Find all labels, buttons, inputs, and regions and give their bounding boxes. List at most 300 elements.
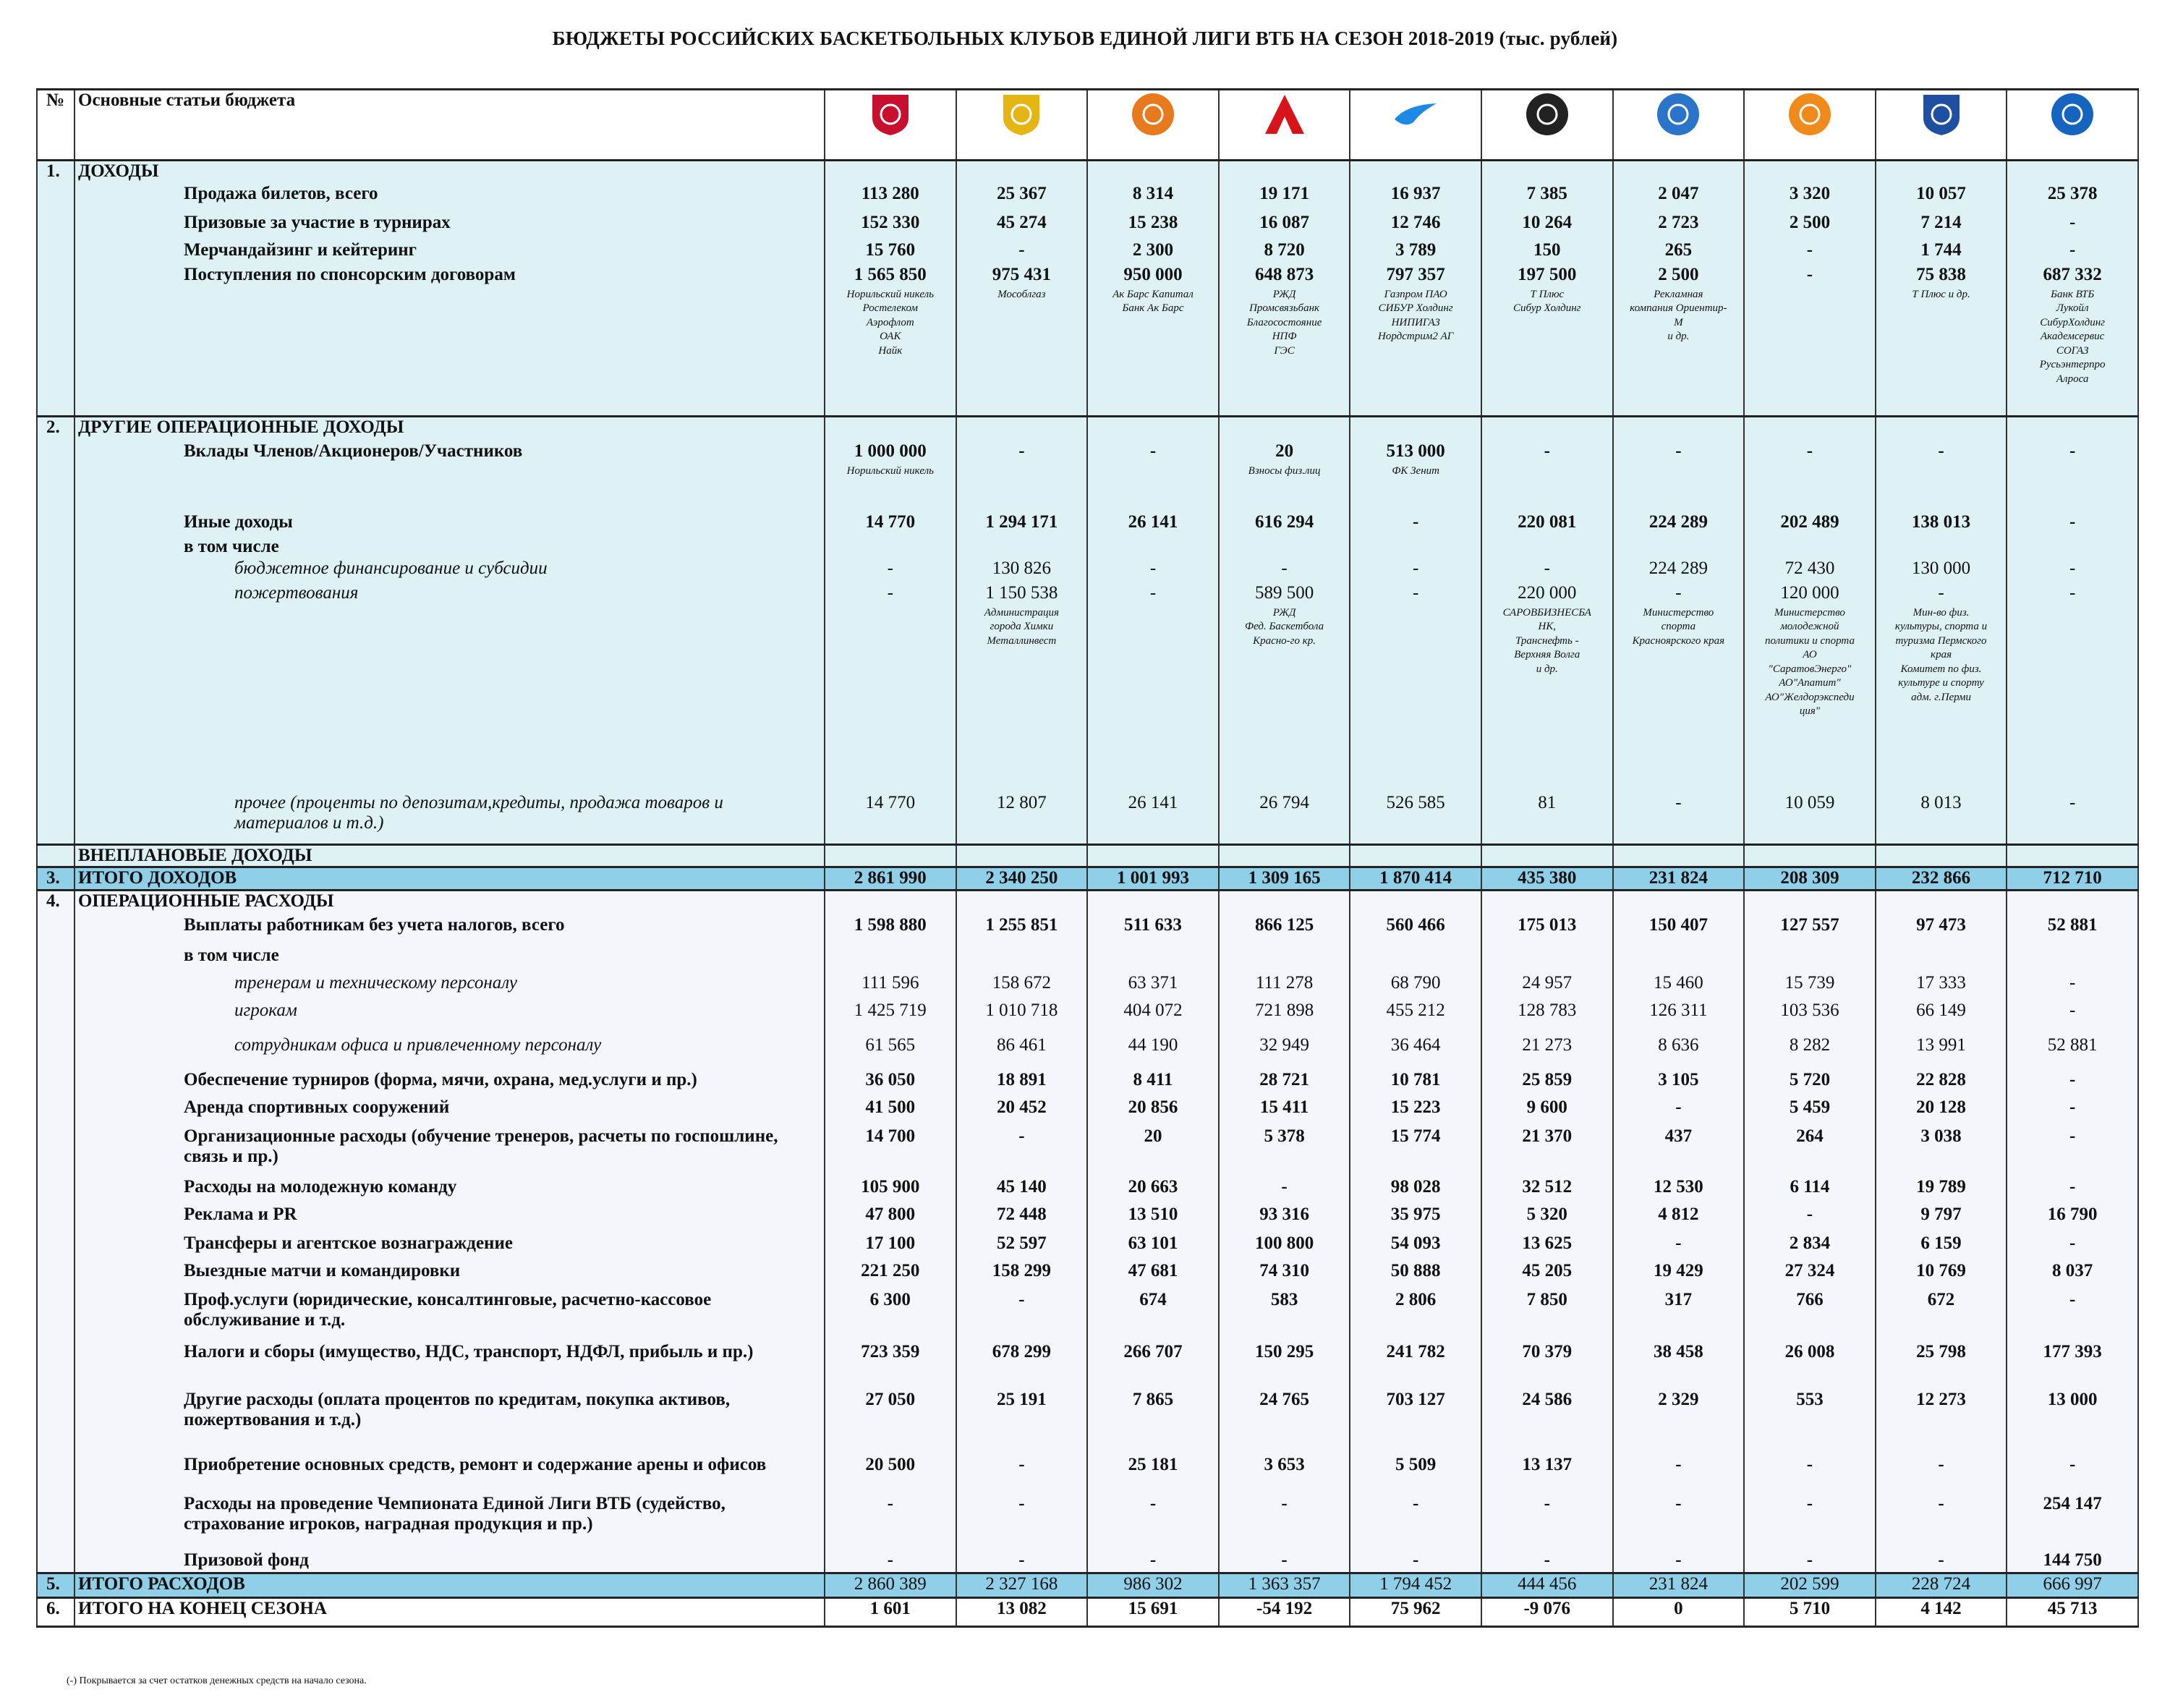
row-label: в том числе bbox=[75, 946, 825, 973]
cell-value: 1 794 452 bbox=[1379, 1574, 1452, 1594]
value-cell bbox=[1481, 1550, 1613, 1573]
cell-value: - bbox=[1149, 1550, 1157, 1570]
value-cell bbox=[1876, 1598, 2007, 1627]
cell-value: 19 789 bbox=[1916, 1176, 1966, 1197]
row-label: Обеспечение турниров (форма, мячи, охрана, мед.услуги и пр.) bbox=[75, 1070, 825, 1097]
table-row bbox=[37, 512, 2138, 537]
table-row bbox=[37, 184, 2138, 213]
value-cell bbox=[1219, 417, 1350, 441]
row-label: Призовой фонд bbox=[75, 1550, 825, 1573]
cell-value: 93 316 bbox=[1259, 1204, 1309, 1224]
cell-value: 2 047 bbox=[1658, 183, 1699, 203]
cell-value: - bbox=[1806, 264, 1813, 284]
table-row bbox=[37, 213, 2138, 240]
value-cell bbox=[1613, 537, 1745, 558]
value-cell bbox=[1613, 1455, 1745, 1494]
cell-value: 2 329 bbox=[1658, 1389, 1699, 1409]
cell-value: 202 489 bbox=[1780, 511, 1839, 532]
value-cell bbox=[956, 1550, 1088, 1573]
cell-value: - bbox=[1149, 582, 1157, 603]
cell-value: 5 378 bbox=[1264, 1126, 1305, 1146]
cell-value: 4 142 bbox=[1920, 1599, 1962, 1618]
value-cell bbox=[1876, 845, 2007, 867]
value-cell bbox=[1087, 1598, 1219, 1627]
cell-value: 27 050 bbox=[865, 1389, 916, 1409]
section-number bbox=[37, 512, 75, 537]
value-cell bbox=[1613, 845, 1745, 867]
row-label: игрокам bbox=[75, 1000, 825, 1035]
cell-value: 120 000 bbox=[1780, 582, 1839, 603]
value-cell bbox=[1350, 867, 1481, 891]
cell-note: Ак Барс Капитал Банк Ак Барс bbox=[1112, 288, 1194, 314]
cell-value: - bbox=[1018, 1126, 1025, 1146]
section-header-row bbox=[37, 161, 2138, 184]
cell-value: 712 710 bbox=[2043, 868, 2102, 888]
value-cell bbox=[1350, 537, 1481, 558]
section-header-row bbox=[37, 417, 2138, 441]
cell-value: - bbox=[1806, 1454, 1813, 1474]
cell-value: 3 653 bbox=[1264, 1454, 1305, 1474]
cell-value: 7 385 bbox=[1526, 183, 1567, 203]
cell-value: 150 407 bbox=[1648, 914, 1708, 935]
value-cell bbox=[825, 946, 956, 973]
cell-note: Мособлгаз bbox=[997, 288, 1046, 300]
value-cell bbox=[956, 1000, 1088, 1035]
table-row bbox=[37, 1390, 2138, 1455]
cell-value: 138 013 bbox=[1911, 511, 1971, 532]
value-cell bbox=[2007, 1070, 2138, 1097]
cell-value: 4 812 bbox=[1658, 1204, 1699, 1224]
value-cell bbox=[1087, 793, 1219, 845]
value-cell bbox=[1744, 537, 1876, 558]
value-cell bbox=[2007, 537, 2138, 558]
document-title: БЮДЖЕТЫ РОССИЙСКИХ БАСКЕТБОЛЬНЫХ КЛУБОВ ЕДИНОЙ ЛИГИ ВТБ НА СЕЗОН 2018-2019 (тыс. рублей) bbox=[552, 27, 1618, 49]
row-label: Призовые за участие в турнирах bbox=[75, 213, 825, 240]
cell-value: 975 431 bbox=[992, 264, 1052, 284]
cell-value: 15 739 bbox=[1784, 972, 1835, 993]
cell-value: 1 000 000 bbox=[854, 441, 927, 461]
value-cell bbox=[1219, 265, 1350, 417]
value-cell bbox=[825, 973, 956, 1000]
cell-value: 16 790 bbox=[2047, 1204, 2098, 1224]
value-cell bbox=[1613, 891, 1745, 915]
cell-value: 589 500 bbox=[1254, 582, 1314, 603]
row-label: Организационные расходы (обучение тренеров, расчеты по госпошлине, связь и пр.) bbox=[75, 1126, 825, 1177]
section-number bbox=[37, 1261, 75, 1290]
cell-value: - bbox=[2069, 1000, 2076, 1020]
value-cell bbox=[1481, 1390, 1613, 1455]
budget-table bbox=[36, 88, 2139, 1628]
value-cell bbox=[1219, 1261, 1350, 1290]
cell-value: 26 141 bbox=[1128, 511, 1178, 532]
table-row bbox=[37, 1342, 2138, 1390]
row-label: прочее (проценты по депозитам,кредиты, продажа товаров и материалов и т.д.) bbox=[75, 793, 825, 845]
value-cell bbox=[1219, 512, 1350, 537]
value-cell bbox=[956, 1177, 1088, 1204]
cell-value: - bbox=[1675, 792, 1682, 812]
value-cell bbox=[1350, 213, 1481, 240]
cell-value: 10 781 bbox=[1390, 1069, 1441, 1089]
value-cell bbox=[1350, 1390, 1481, 1455]
cell-value: 6 159 bbox=[1920, 1233, 1962, 1253]
row-label: Продажа билетов, всего bbox=[75, 184, 825, 213]
value-cell bbox=[1744, 891, 1876, 915]
cell-value: - bbox=[1938, 1550, 1944, 1570]
value-cell bbox=[1613, 1494, 1745, 1550]
cell-value: 5 459 bbox=[1789, 1097, 1831, 1117]
cell-value: 20 bbox=[1275, 441, 1294, 461]
table-row bbox=[37, 946, 2138, 973]
cell-value: 7 865 bbox=[1132, 1389, 1174, 1409]
cell-value: 19 429 bbox=[1653, 1260, 1703, 1280]
cell-value: 103 536 bbox=[1780, 1000, 1839, 1020]
cell-value: 221 250 bbox=[861, 1260, 920, 1280]
cell-value: 63 371 bbox=[1128, 972, 1178, 993]
cell-value: 2 500 bbox=[1789, 212, 1831, 232]
cell-value: 75 962 bbox=[1390, 1599, 1441, 1618]
cell-value: - bbox=[2069, 1097, 2076, 1117]
value-cell bbox=[1613, 558, 1745, 583]
value-cell bbox=[956, 845, 1088, 867]
value-cell bbox=[1744, 845, 1876, 867]
value-cell bbox=[956, 1390, 1088, 1455]
cell-value: 1 363 357 bbox=[1248, 1574, 1321, 1594]
value-cell bbox=[956, 793, 1088, 845]
cell-value: - bbox=[1413, 582, 1419, 603]
value-cell bbox=[1744, 867, 1876, 891]
section-number bbox=[37, 915, 75, 946]
cell-value: 241 782 bbox=[1386, 1341, 1445, 1361]
cell-value: 703 127 bbox=[1386, 1389, 1445, 1409]
cell-value: 2 327 168 bbox=[985, 1574, 1058, 1594]
cell-value: 45 140 bbox=[997, 1176, 1047, 1197]
cell-value: 2 723 bbox=[1658, 212, 1699, 232]
cell-value: - bbox=[1413, 1493, 1419, 1513]
cell-note: Министерство спорта Красноярского края bbox=[1632, 606, 1725, 647]
value-cell bbox=[1481, 1455, 1613, 1494]
cell-value: 98 028 bbox=[1390, 1176, 1441, 1197]
value-cell bbox=[1613, 1070, 1745, 1097]
value-cell bbox=[1087, 512, 1219, 537]
cell-value: 455 212 bbox=[1386, 1000, 1445, 1020]
value-cell bbox=[1744, 1126, 1876, 1177]
value-cell bbox=[1613, 512, 1745, 537]
value-cell bbox=[1481, 1070, 1613, 1097]
value-cell bbox=[1744, 1494, 1876, 1550]
value-cell bbox=[1744, 1390, 1876, 1455]
value-cell bbox=[825, 1204, 956, 1233]
cell-value: 9 600 bbox=[1526, 1097, 1567, 1117]
value-cell bbox=[1087, 1035, 1219, 1070]
cell-value: 21 273 bbox=[1522, 1034, 1573, 1055]
value-cell bbox=[1613, 1342, 1745, 1390]
value-cell bbox=[825, 1070, 956, 1097]
value-cell bbox=[956, 441, 1088, 512]
cell-value: - bbox=[1675, 1097, 1682, 1117]
section-number bbox=[37, 1204, 75, 1233]
cell-value: 20 663 bbox=[1128, 1176, 1178, 1197]
cell-value: 13 137 bbox=[1522, 1454, 1573, 1474]
club-logo-cell bbox=[825, 90, 956, 161]
value-cell bbox=[1613, 1550, 1745, 1573]
cell-value: 61 565 bbox=[865, 1034, 916, 1055]
cell-value: 27 324 bbox=[1784, 1260, 1835, 1280]
cell-value: 26 794 bbox=[1259, 792, 1309, 812]
value-cell bbox=[2007, 213, 2138, 240]
cell-note: Т Плюс Сибур Холдинг bbox=[1513, 288, 1581, 314]
value-cell bbox=[1219, 845, 1350, 867]
cell-value: 2 861 990 bbox=[854, 868, 927, 888]
value-cell bbox=[2007, 973, 2138, 1000]
cell-value: 5 710 bbox=[1789, 1599, 1831, 1618]
value-cell bbox=[1219, 1598, 1350, 1627]
value-cell bbox=[1876, 946, 2007, 973]
cell-value: - bbox=[2069, 582, 2076, 603]
cell-value: 177 393 bbox=[2043, 1341, 2102, 1361]
value-cell bbox=[2007, 441, 2138, 512]
value-cell bbox=[1481, 265, 1613, 417]
cell-value: 97 473 bbox=[1916, 914, 1966, 935]
value-cell bbox=[825, 583, 956, 793]
value-cell bbox=[825, 1342, 956, 1390]
value-cell bbox=[1876, 1550, 2007, 1573]
value-cell bbox=[1876, 1290, 2007, 1342]
value-cell bbox=[1087, 891, 1219, 915]
value-cell bbox=[1350, 1290, 1481, 1342]
cell-value: 16 937 bbox=[1390, 183, 1441, 203]
cell-value: 15 760 bbox=[865, 239, 916, 260]
value-cell bbox=[1350, 1261, 1481, 1290]
value-cell bbox=[1876, 915, 2007, 946]
cell-value: 254 147 bbox=[2043, 1493, 2102, 1513]
row-label: Реклама и PR bbox=[75, 1204, 825, 1233]
value-cell bbox=[1744, 973, 1876, 1000]
cell-value: 86 461 bbox=[997, 1034, 1047, 1055]
value-cell bbox=[825, 1126, 956, 1177]
value-cell bbox=[1481, 1177, 1613, 1204]
cell-value: - bbox=[1544, 1493, 1550, 1513]
value-cell bbox=[1744, 1290, 1876, 1342]
value-cell bbox=[1876, 1494, 2007, 1550]
value-cell bbox=[956, 184, 1088, 213]
cell-value: 687 332 bbox=[2043, 264, 2102, 284]
value-cell bbox=[825, 915, 956, 946]
cell-value: - bbox=[1806, 1493, 1813, 1513]
value-cell bbox=[1087, 867, 1219, 891]
cell-value: - bbox=[1938, 582, 1944, 603]
cell-value: 45 205 bbox=[1522, 1260, 1573, 1280]
cell-value: 437 bbox=[1664, 1126, 1693, 1146]
cell-value: 158 672 bbox=[992, 972, 1052, 993]
value-cell bbox=[825, 512, 956, 537]
cell-value: 583 bbox=[1270, 1289, 1298, 1309]
cell-value: 526 585 bbox=[1386, 792, 1445, 812]
value-cell bbox=[956, 973, 1088, 1000]
value-cell bbox=[1613, 265, 1745, 417]
zenit-logo bbox=[1392, 90, 1439, 138]
cell-value: - bbox=[2069, 1233, 2076, 1253]
cell-value: 2 340 250 bbox=[985, 868, 1058, 888]
cell-value: 231 824 bbox=[1648, 868, 1708, 888]
row-label: ИТОГО РАСХОДОВ bbox=[75, 1573, 825, 1598]
value-cell bbox=[1219, 1573, 1350, 1598]
cell-value: - bbox=[2069, 1069, 2076, 1089]
cell-value: 66 149 bbox=[1916, 1000, 1966, 1020]
cell-value: 75 838 bbox=[1916, 264, 1966, 284]
cell-value: 1 598 880 bbox=[854, 914, 927, 935]
value-cell bbox=[825, 213, 956, 240]
value-cell bbox=[825, 441, 956, 512]
club-logo-cell bbox=[1613, 90, 1745, 161]
cell-value: - bbox=[887, 558, 893, 578]
row-label: ИТОГО НА КОНЕЦ СЕЗОНА bbox=[75, 1598, 825, 1627]
cell-value: 444 456 bbox=[1518, 1574, 1577, 1594]
section-number bbox=[37, 1455, 75, 1494]
cell-value: 19 171 bbox=[1259, 183, 1309, 203]
value-cell bbox=[1087, 946, 1219, 973]
value-cell bbox=[1481, 417, 1613, 441]
cell-value: 8 636 bbox=[1658, 1034, 1699, 1055]
value-cell bbox=[1087, 1233, 1219, 1261]
value-cell bbox=[2007, 891, 2138, 915]
cell-value: 47 681 bbox=[1128, 1260, 1178, 1280]
value-cell bbox=[1613, 1233, 1745, 1261]
cell-value: 560 466 bbox=[1386, 914, 1445, 935]
value-cell bbox=[1481, 845, 1613, 867]
value-cell bbox=[1219, 1233, 1350, 1261]
cell-value: 127 557 bbox=[1780, 914, 1839, 935]
cell-value: 1 294 171 bbox=[985, 511, 1058, 532]
total-expense-row bbox=[37, 1573, 2138, 1598]
header-item: Основные статьи бюджета bbox=[75, 90, 825, 161]
value-cell bbox=[1481, 1204, 1613, 1233]
value-cell bbox=[1481, 441, 1613, 512]
cell-value: 130 000 bbox=[1911, 558, 1971, 578]
value-cell bbox=[1219, 1390, 1350, 1455]
value-cell bbox=[1744, 1573, 1876, 1598]
value-cell bbox=[2007, 1342, 2138, 1390]
cell-value: 208 309 bbox=[1780, 868, 1839, 888]
row-label: Расходы на молодежную команду bbox=[75, 1177, 825, 1204]
row-label: ВНЕПЛАНОВЫЕ ДОХОДЫ bbox=[75, 845, 825, 867]
value-cell bbox=[1350, 1177, 1481, 1204]
value-cell bbox=[1087, 973, 1219, 1000]
cell-value: 264 bbox=[1796, 1126, 1824, 1146]
value-cell bbox=[1350, 845, 1481, 867]
value-cell bbox=[1744, 1000, 1876, 1035]
cell-value: 54 093 bbox=[1390, 1233, 1441, 1253]
cell-value: 144 750 bbox=[2043, 1550, 2102, 1570]
end-of-season-row bbox=[37, 1598, 2138, 1627]
cell-value: - bbox=[1675, 1550, 1682, 1570]
value-cell bbox=[2007, 1126, 2138, 1177]
value-cell bbox=[1744, 1342, 1876, 1390]
value-cell bbox=[1481, 1097, 1613, 1126]
cell-value: - bbox=[1018, 1550, 1025, 1570]
cell-value: - bbox=[1018, 1493, 1025, 1513]
value-cell bbox=[1481, 1573, 1613, 1598]
cell-value: - bbox=[1413, 511, 1419, 532]
cell-value: 220 000 bbox=[1518, 582, 1577, 603]
value-cell bbox=[825, 867, 956, 891]
cell-value: - bbox=[1675, 1493, 1682, 1513]
cell-value: - bbox=[1544, 1550, 1550, 1570]
cell-value: 70 379 bbox=[1522, 1341, 1573, 1361]
value-cell bbox=[1219, 1177, 1350, 1204]
value-cell bbox=[825, 1550, 956, 1573]
section-number bbox=[37, 1126, 75, 1177]
cell-value: 12 807 bbox=[997, 792, 1047, 812]
cell-value: 266 707 bbox=[1123, 1341, 1183, 1361]
cell-note: САРОВБИЗНЕСБА НК, Транснефть - Верхняя Волга и др. bbox=[1502, 606, 1591, 675]
section-number bbox=[37, 1233, 75, 1261]
cell-value: 8 037 bbox=[2052, 1260, 2093, 1280]
value-cell bbox=[1350, 265, 1481, 417]
value-cell bbox=[1219, 867, 1350, 891]
cell-value: 0 bbox=[1674, 1599, 1683, 1618]
value-cell bbox=[1744, 265, 1876, 417]
cell-value: - bbox=[1281, 558, 1288, 578]
row-label: Иные доходы bbox=[75, 512, 825, 537]
footnote: (-) Покрывается за счет остатков денежных средств на начало сезона. bbox=[67, 1675, 367, 1686]
row-label: пожертвования bbox=[75, 583, 825, 793]
value-cell bbox=[1350, 1204, 1481, 1233]
cell-value: - bbox=[2069, 558, 2076, 578]
value-cell bbox=[1744, 1261, 1876, 1290]
cell-value: 5 509 bbox=[1395, 1454, 1437, 1474]
value-cell bbox=[825, 1494, 956, 1550]
value-cell bbox=[1613, 1097, 1745, 1126]
value-cell bbox=[1744, 1204, 1876, 1233]
value-cell bbox=[1087, 265, 1219, 417]
value-cell bbox=[1087, 1390, 1219, 1455]
cell-value: 6 114 bbox=[1790, 1176, 1830, 1197]
value-cell bbox=[825, 1097, 956, 1126]
value-cell bbox=[1481, 946, 1613, 973]
table-row bbox=[37, 1494, 2138, 1550]
table-row bbox=[37, 1261, 2138, 1290]
value-cell bbox=[1876, 161, 2007, 184]
cell-value: 22 828 bbox=[1916, 1069, 1966, 1089]
value-cell bbox=[1087, 213, 1219, 240]
table-row bbox=[37, 583, 2138, 793]
cell-value: 32 512 bbox=[1522, 1176, 1573, 1197]
value-cell bbox=[1350, 240, 1481, 265]
value-cell bbox=[1744, 558, 1876, 583]
value-cell bbox=[1087, 161, 1219, 184]
cell-value: 52 881 bbox=[2047, 914, 2098, 935]
table-row bbox=[37, 265, 2138, 417]
cell-value: 13 991 bbox=[1916, 1034, 1966, 1055]
header-row bbox=[37, 90, 2138, 161]
value-cell bbox=[1613, 240, 1745, 265]
cell-value: -9 076 bbox=[1523, 1599, 1571, 1618]
value-cell bbox=[1087, 1070, 1219, 1097]
table-row bbox=[37, 1035, 2138, 1070]
value-cell bbox=[2007, 1455, 2138, 1494]
value-cell bbox=[956, 1290, 1088, 1342]
club-logo-cell bbox=[1087, 90, 1219, 161]
cell-value: - bbox=[2069, 239, 2076, 260]
cell-value: 766 bbox=[1796, 1289, 1824, 1309]
value-cell bbox=[1087, 1204, 1219, 1233]
value-cell bbox=[1876, 537, 2007, 558]
value-cell bbox=[1876, 973, 2007, 1000]
cell-value: 866 125 bbox=[1254, 914, 1314, 935]
cell-value: - bbox=[2069, 212, 2076, 232]
cell-value: 8 282 bbox=[1789, 1034, 1831, 1055]
section-number bbox=[37, 240, 75, 265]
